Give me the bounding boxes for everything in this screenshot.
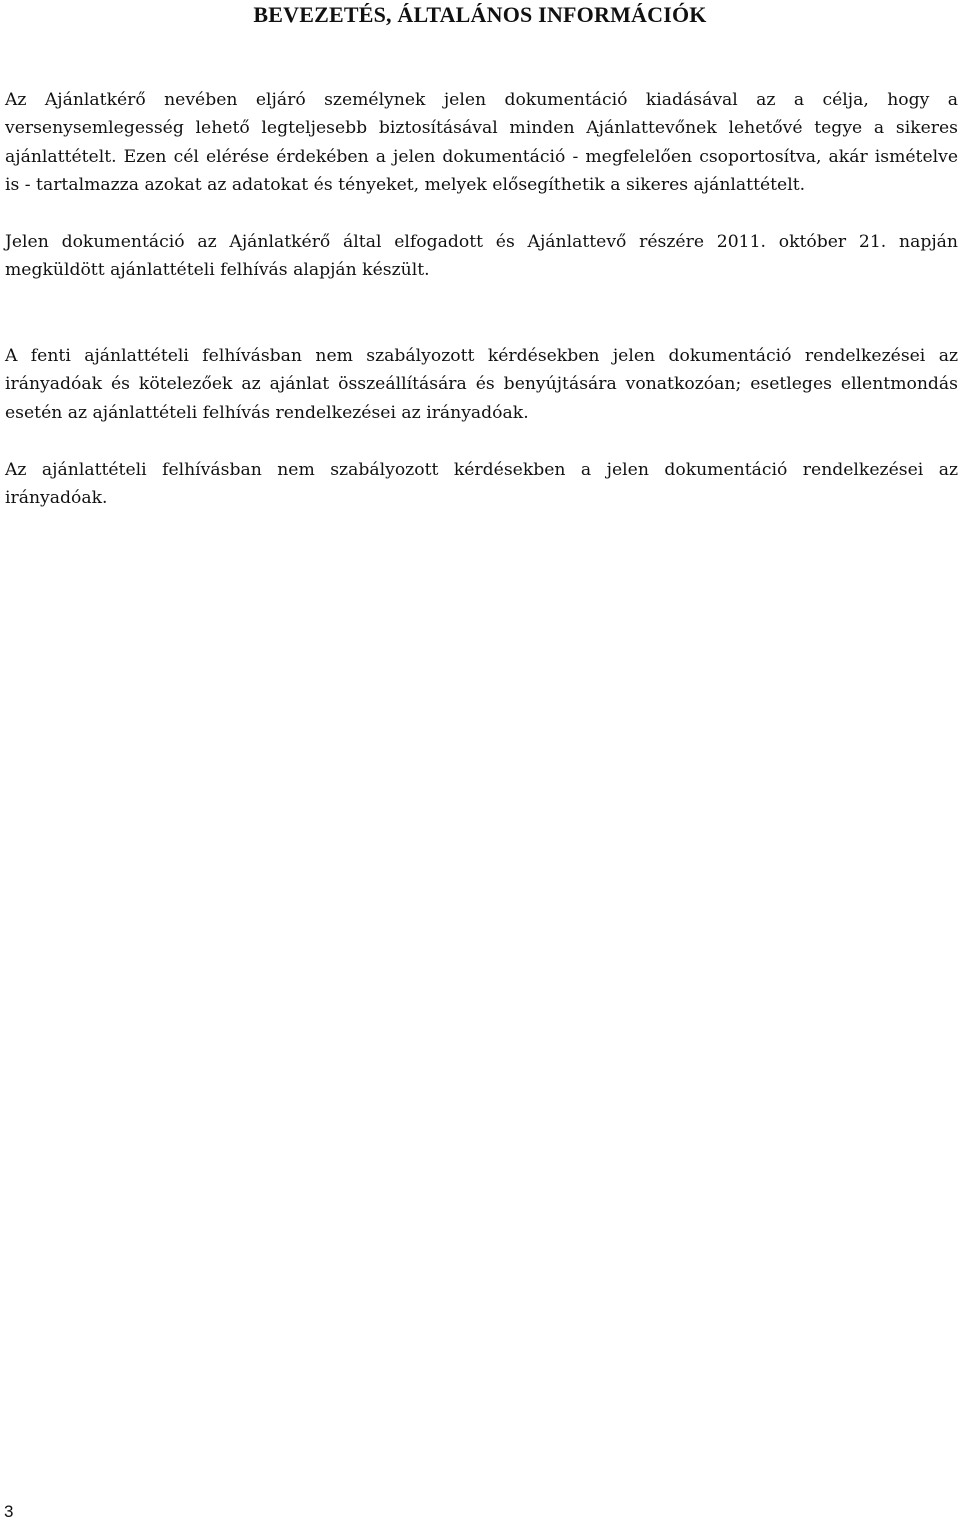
paragraph-purpose: Az Ajánlatkérő nevében eljáró személynek jelen dokumentáció kiadásával az a célja, hogy a versenysemlegesség lehető legteljesebb biztosításával minden Ajánlattevőnek lehetővé tegye a sikeres ajánlattételt. Ezen cél elérése érdekében a jelen dokumentáció - megfelelően csoportosítva, akár ismételve is - tartalmazza azokat az adatokat és tényeket, melyek elősegíthetik a sikeres ajánlattételt.	[5, 90, 958, 196]
page-number: 3	[4, 1502, 14, 1521]
document-title: BEVEZETÉS, ÁLTALÁNOS INFORMÁCIÓK	[253, 2, 707, 27]
paragraph-unregulated-questions: Az ajánlattételi felhívásban nem szabályozott kérdésekben a jelen dokumentáció rendelkezései az irányadóak.	[5, 460, 958, 509]
paragraph-governing-rules: A fenti ajánlattételi felhívásban nem szabályozott kérdésekben jelen dokumentáció rendelkezései az irányadóak és kötelezőek az ajánlat összeállítására és benyújtására vonatkozóan; esetleges ellentmondás esetén az ajánlattételi felhívás rendelkezései az irányadóak.	[5, 346, 958, 423]
paragraph-basis: Jelen dokumentáció az Ajánlatkérő által elfogadott és Ajánlattevő részére 2011. október 21. napján megküldött ajánlattételi felhívás alapján készült.	[5, 232, 958, 281]
